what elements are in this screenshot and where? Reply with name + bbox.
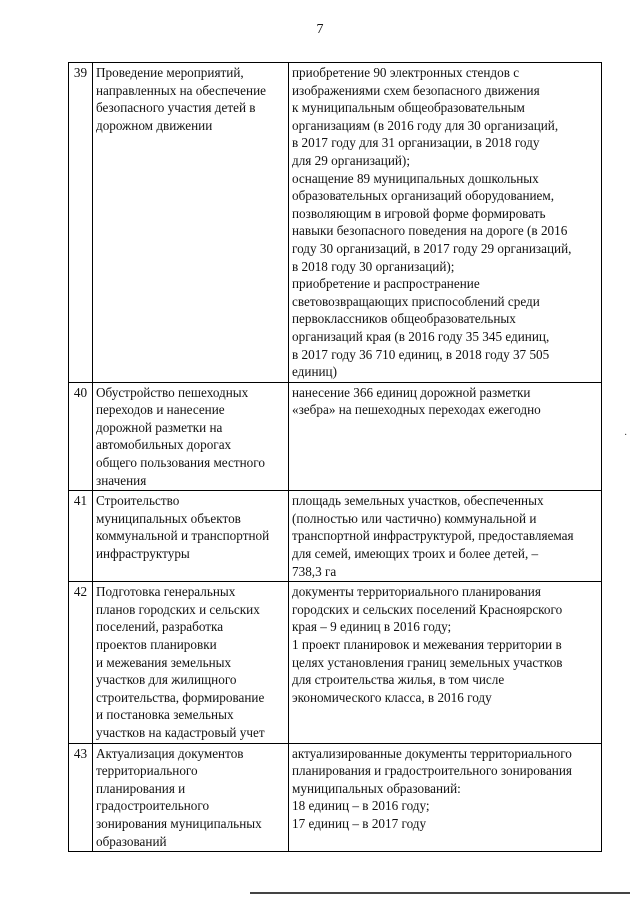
measure-title-line: общего пользования местного [96,455,265,471]
measure-title-line: поселений, разработка [96,619,224,635]
measure-title-line: инфраструктуры [96,546,190,562]
expected-result-line: первоклассников общеобразовательных [292,311,516,327]
measure-title-cell [93,382,289,491]
measure-title-line: проектов планировки [96,637,217,652]
row-number: 40 [69,382,93,491]
measure-title-line: автомобильных дорогах [96,437,232,453]
expected-result-line: оснащение 89 муниципальных дошкольных [292,170,539,186]
page-number: 7 [316,22,324,37]
expected-result-line: единиц) [292,364,338,380]
measure-title-line: зонирования муниципальных [96,815,262,831]
expected-result-cell [289,582,602,743]
expected-result-line: к муниципальным общеобразовательным [292,100,525,116]
expected-result-line: в 2017 году 36 710 единиц, в 2018 году 37 505 [292,346,550,362]
expected-result-line: приобретение 90 электронных стендов с [292,65,520,80]
expected-result-line: световозвращающих приспособлений среди [292,293,540,309]
expected-result-line: 1 проект планировок и межевания территории в [292,637,562,652]
expected-result-line: году 30 организаций, в 2017 году 29 организаций, [292,240,572,256]
measure-title-line: Строительство [96,493,180,509]
expected-result-line: «зебра» на пешеходных переходах ежегодно [292,402,541,418]
expected-result-line: образовательных организаций оборудованием, [292,188,555,204]
expected-result-cell [289,743,602,852]
row-number: 39 [69,63,93,383]
measure-title-line: Обустройство пешеходных [96,384,249,400]
expected-result-line: 738,3 га [292,563,337,579]
expected-result-line: экономического класса, в 2016 году [292,689,492,705]
expected-result-line: для семей, имеющих троих и более детей, – [292,546,539,562]
table-row [69,491,602,582]
expected-result-line: позволяющим в игровой форме формировать [292,205,546,221]
expected-result-line: (полностью или частично) коммунальной и [292,510,537,526]
expected-result-line: планирования и градостроительного зонирования [292,763,572,779]
expected-result-cell [289,491,602,582]
expected-result-line: в 2018 году 30 организаций); [292,258,455,274]
measure-title-line: направленных на обеспечение [96,82,267,98]
measure-title-cell [93,582,289,743]
measure-title-line: Актуализация документов [96,745,244,761]
expected-result-line: для 29 организаций); [292,152,410,168]
measure-title-line: и межевания земельных [96,654,232,670]
expected-result-line: площадь земельных участков, обеспеченных [292,493,544,509]
expected-result-line: организациям (в 2016 году для 30 организаций, [292,117,559,133]
expected-result-line: в 2017 году для 31 организации, в 2018 году [292,135,540,151]
expected-result-line: приобретение и распространение [292,276,480,292]
expected-result-cell [289,63,602,383]
measure-title-line: планирования и [96,780,186,796]
table-row [69,743,602,852]
margin-mark: · [624,430,628,441]
measure-title-line: Проведение мероприятий, [96,65,244,80]
expected-result-line: актуализированные документы территориального [292,745,572,761]
measure-title-line: участков на кадастровый учет [96,724,265,740]
measure-title-cell [93,743,289,852]
expected-result-line: 17 единиц – в 2017 году [292,815,427,831]
table-body [69,63,602,852]
row-number: 41 [69,491,93,582]
expected-result-line: городских и сельских поселений Красноярского [292,601,563,617]
measure-title-line: и постановка земельных [96,707,234,723]
bottom-scan-line [250,892,630,894]
table-row [69,382,602,491]
measure-title-cell [93,63,289,383]
row-number: 42 [69,582,93,743]
measure-title-line: муниципальных объектов [96,510,241,526]
expected-result-line: для строительства жилья, в том числе [292,672,505,688]
measure-title-line: строительства, формирование [96,689,265,705]
expected-result-line: транспортной инфраструктурой, предоставляемая [292,528,574,544]
measure-title-line: территориального [96,763,198,779]
measure-title-line: дорожном движении [96,117,213,133]
expected-result-line: целях установления границ земельных участков [292,654,563,670]
measures-table [68,62,602,852]
measure-title-line: переходов и нанесение [96,402,225,418]
measure-title-line: планов городских и сельских [96,601,260,617]
measure-title-line: значения [96,472,147,488]
expected-result-line: нанесение 366 единиц дорожной разметки [292,384,531,400]
expected-result-line: муниципальных образований: [292,780,461,796]
expected-result-line: организаций края (в 2016 году 35 345 единиц, [292,328,550,344]
row-number: 43 [69,743,93,852]
measure-title-line: градостроительного [96,798,210,814]
measure-title-line: дорожной разметки на [96,419,223,435]
measure-title-line: участков для жилищного [96,672,237,688]
table-row [69,582,602,743]
expected-result-line: 18 единиц – в 2016 году; [292,798,430,814]
measure-title-line: коммунальной и транспортной [96,528,270,544]
measure-title-cell [93,491,289,582]
expected-result-line: документы территориального планирования [292,584,541,600]
expected-result-line: края – 9 единиц в 2016 году; [292,619,452,635]
measure-title-line: образований [96,833,167,849]
expected-result-line: изображениями схем безопасного движения [292,82,540,98]
measure-title-line: безопасного участия детей в [96,100,256,116]
expected-result-line: навыки безопасного поведения на дороге (в 2016 [292,223,568,239]
expected-result-cell [289,382,602,491]
measure-title-line: Подготовка генеральных [96,584,236,600]
table-row [69,63,602,383]
